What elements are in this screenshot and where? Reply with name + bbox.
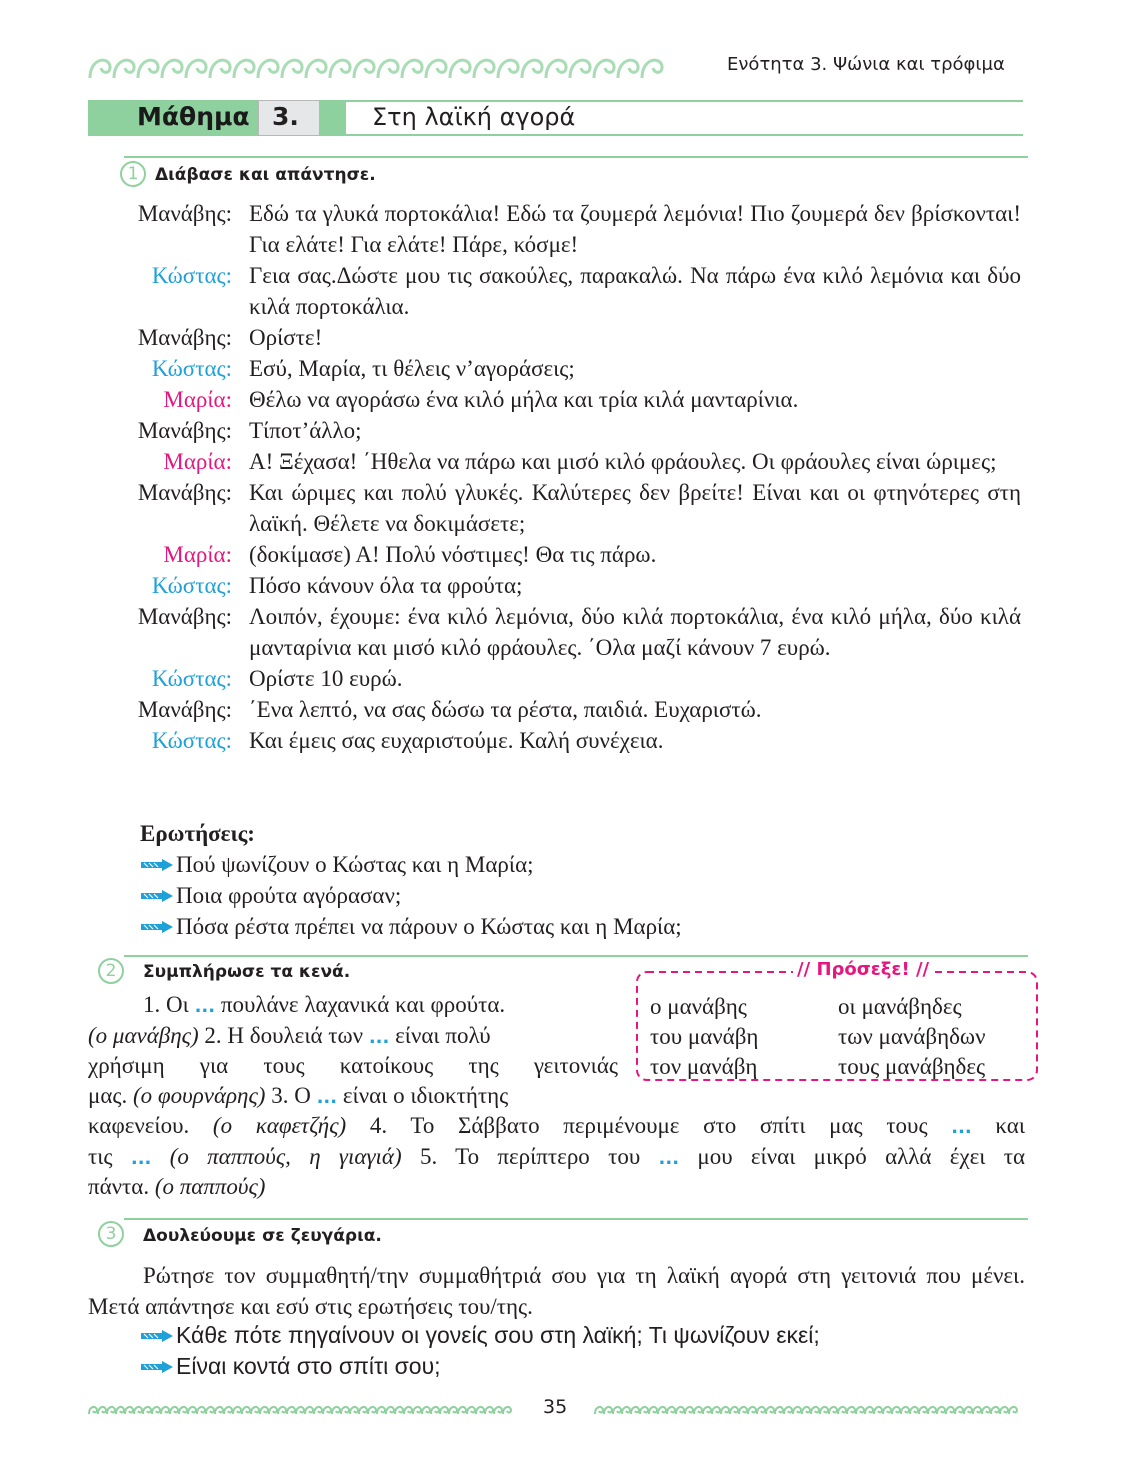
- question-text: Πού ψωνίζουν ο Κώστας και η Μαρία;: [176, 852, 534, 877]
- arrow-icon: [140, 1360, 174, 1374]
- speaker-name: Κώστας:: [151, 263, 232, 288]
- divider: [346, 100, 1023, 102]
- discussion-item: [140, 1320, 820, 1351]
- arrow-icon: [140, 858, 174, 872]
- speaker-name: Μαρία:: [163, 449, 232, 474]
- arrow-icon: [140, 1329, 174, 1343]
- speaker-name: Μαρία:: [163, 387, 232, 412]
- slash-marks-icon: //: [797, 959, 811, 980]
- questions-block: [140, 818, 1020, 942]
- dialogue-text: Ορίστε 10 ευρώ.: [249, 666, 403, 691]
- blank: ...: [194, 996, 216, 1017]
- dialogue-text: Α! Ξέχασα! ΄Ηθελα να πάρω και μισό κιλό φράουλες. Οι φράουλες είναι ώριμες;: [249, 449, 997, 474]
- dialogue-line: [88, 570, 1028, 601]
- lesson-title: Στη λαϊκή αγορά: [372, 103, 576, 131]
- unit-title: Ενότητα 3. Ψώνια και τρόφιμα: [727, 54, 1005, 75]
- question-item: [140, 880, 1020, 911]
- speaker-name: Μανάβης:: [137, 604, 232, 629]
- blank: ...: [368, 1027, 390, 1048]
- dialogue-text: Εσύ, Μαρία, τι θέλεις ν’αγοράσεις;: [249, 356, 575, 381]
- dialogue-line: [88, 446, 1028, 477]
- discussion-item: [140, 1351, 820, 1382]
- blank: ...: [316, 1087, 338, 1108]
- dialogue-line: [88, 694, 1028, 725]
- declension-table: ο μανάβης οι μανάβηδες του μανάβη των μανάβηδων τον μανάβη τους μανάβηδες: [650, 994, 986, 1079]
- speaker-name: Μανάβης:: [137, 201, 232, 226]
- page-number: 35: [543, 1396, 568, 1418]
- dialogue-line: [88, 322, 1028, 353]
- arrow-icon: [140, 920, 174, 934]
- blank: ...: [951, 1117, 972, 1138]
- fill-blanks-line: μας. (ο φουρνάρης) 3. Ο ... είναι ο ιδιοκτήτης: [88, 1083, 509, 1108]
- dialogue: [88, 198, 1028, 756]
- section-divider: [124, 1218, 1028, 1220]
- decorative-wave-border-bottom: [594, 1403, 1022, 1417]
- dialogue-text: Γεια σας.Δώστε μου τις σακούλες, παρακαλώ. Να πάρω ένα κιλό λεμόνια και δύο κιλά πορτοκάλια.: [249, 263, 1021, 319]
- decorative-wave-border-bottom: [88, 1403, 518, 1417]
- dialogue-text: Λοιπόν, έχουμε: ένα κιλό λεμόνια, δύο κιλά πορτοκάλια, ένα κιλό μήλα, δύο κιλά μανταρίνια και μισό κιλό φράουλες. ΄Ολα μαζί κάνουν 7 ευρώ.: [249, 604, 1021, 660]
- fill-blanks-line: χρήσιμη για τους κατοίκους της γειτονιάς: [88, 1053, 618, 1078]
- dialogue-text: ΄Ενα λεπτό, να σας δώσω τα ρέστα, παιδιά. Ευχαριστώ.: [249, 697, 762, 722]
- questions-title: Ερωτήσεις:: [140, 821, 255, 846]
- slash-marks-icon: //: [915, 959, 930, 980]
- lesson-number: 3.: [272, 102, 299, 131]
- question-item: [140, 849, 1020, 880]
- exercise-title: Συμπλήρωσε τα κενά.: [143, 962, 351, 982]
- dialogue-text: Και έμεις σας ευχαριστούμε. Καλή συνέχεια.: [249, 728, 664, 753]
- discussion-text: Κάθε πότε πηγαίνουν οι γονείς σου στη λαϊκή; Τι ψωνίζουν εκεί;: [176, 1322, 820, 1348]
- dialogue-line: [88, 260, 1028, 322]
- fill-blanks-line: 1. Οι ... πουλάνε λαχανικά και φρούτα.: [143, 992, 506, 1017]
- dialogue-text: Θέλω να αγοράσω ένα κιλό μήλα και τρία κιλά μανταρίνια.: [249, 387, 799, 412]
- discussion-text: Είναι κοντά στο σπίτι σου;: [176, 1353, 441, 1379]
- fill-blanks-line: τις ... (ο παππούς, η γιαγιά) 5. Το περίπτερο του ... μου είναι μικρό αλλά έχει τα: [88, 1144, 1026, 1169]
- discussion-questions: [140, 1320, 820, 1382]
- speaker-name: Κώστας:: [151, 728, 232, 753]
- dialogue-line: [88, 477, 1028, 539]
- dialogue-text: Εδώ τα γλυκά πορτοκάλια! Εδώ τα ζουμερά λεμόνια! Πιο ζουμερά δεν βρίσκονται! Για ελάτε! Για ελάτε! Πάρε, κόσμε!: [249, 201, 1021, 257]
- exercise-title: Διάβασε και απάντησε.: [155, 165, 376, 185]
- dialogue-line: [88, 415, 1028, 446]
- exercise-instructions: Ρώτησε τον συμμαθητή/την συμμαθήτριά σου για τη λαϊκή αγορά στη γειτονιά που μένει. Μετά απάντησε και εσύ στις ερωτήσεις του/της.: [88, 1263, 1025, 1319]
- blank: ...: [658, 1148, 680, 1169]
- section-divider: [124, 955, 1028, 957]
- speaker-name: Μανάβης:: [137, 418, 232, 443]
- dialogue-text: (δοκίμασε) Α! Πολύ νόστιμες! Θα τις πάρω.: [249, 542, 657, 567]
- exercise-number-badge: 1: [120, 161, 146, 187]
- dialogue-line: [88, 198, 1028, 260]
- question-text: Ποια φρούτα αγόρασαν;: [176, 883, 402, 908]
- section-divider: [124, 156, 1028, 158]
- speaker-name: Κώστας:: [151, 356, 232, 381]
- exercise-title: Δουλεύουμε σε ζευγάρια.: [143, 1226, 382, 1246]
- dialogue-line: [88, 384, 1028, 415]
- exercise-number-badge: 3: [98, 1221, 124, 1247]
- speaker-name: Κώστας:: [151, 573, 232, 598]
- dialogue-line: [88, 601, 1028, 663]
- speaker-name: Κώστας:: [151, 666, 232, 691]
- arrow-icon: [140, 889, 174, 903]
- dialogue-line: [88, 353, 1028, 384]
- dialogue-text: Ορίστε!: [249, 325, 323, 350]
- dialogue-line: [88, 725, 1028, 756]
- dialogue-text: Και ώριμες και πολύ γλυκές. Καλύτερες δεν βρείτε! Είναι και οι φτηνότερες στη λαϊκή. Θέλετε να δοκιμάσετε;: [249, 480, 1021, 536]
- fill-blanks-line: καφενείου. (ο καφετζής) 4. Το Σάββατο περιμένουμε στο σπίτι μας τους ... και: [88, 1113, 1026, 1138]
- speaker-name: Μανάβης:: [137, 325, 232, 350]
- dialogue-text: Πόσο κάνουν όλα τα φρούτα;: [249, 573, 523, 598]
- fill-blanks-line: πάντα. (ο παππούς): [88, 1174, 266, 1199]
- blank: ...: [130, 1148, 152, 1169]
- dialogue-line: [88, 539, 1028, 570]
- speaker-name: Μανάβης:: [137, 697, 232, 722]
- question-text: Πόσα ρέστα πρέπει να πάρουν ο Κώστας και η Μαρία;: [176, 914, 682, 939]
- divider: [346, 134, 1023, 136]
- speaker-name: Μαρία:: [163, 542, 232, 567]
- question-item: [140, 911, 1020, 942]
- decorative-wave-border-top: [88, 52, 670, 82]
- speaker-name: Μανάβης:: [137, 480, 232, 505]
- dialogue-text: Τίποτ’άλλο;: [249, 418, 362, 443]
- exercise-number-badge: 2: [98, 958, 124, 984]
- lesson-label: Μάθημα: [137, 102, 250, 131]
- fill-blanks-line: (ο μανάβης) 2. Η δουλειά των ... είναι πολύ: [88, 1023, 491, 1048]
- attention-title: // Πρόσεξε! //: [793, 959, 933, 980]
- dialogue-line: [88, 663, 1028, 694]
